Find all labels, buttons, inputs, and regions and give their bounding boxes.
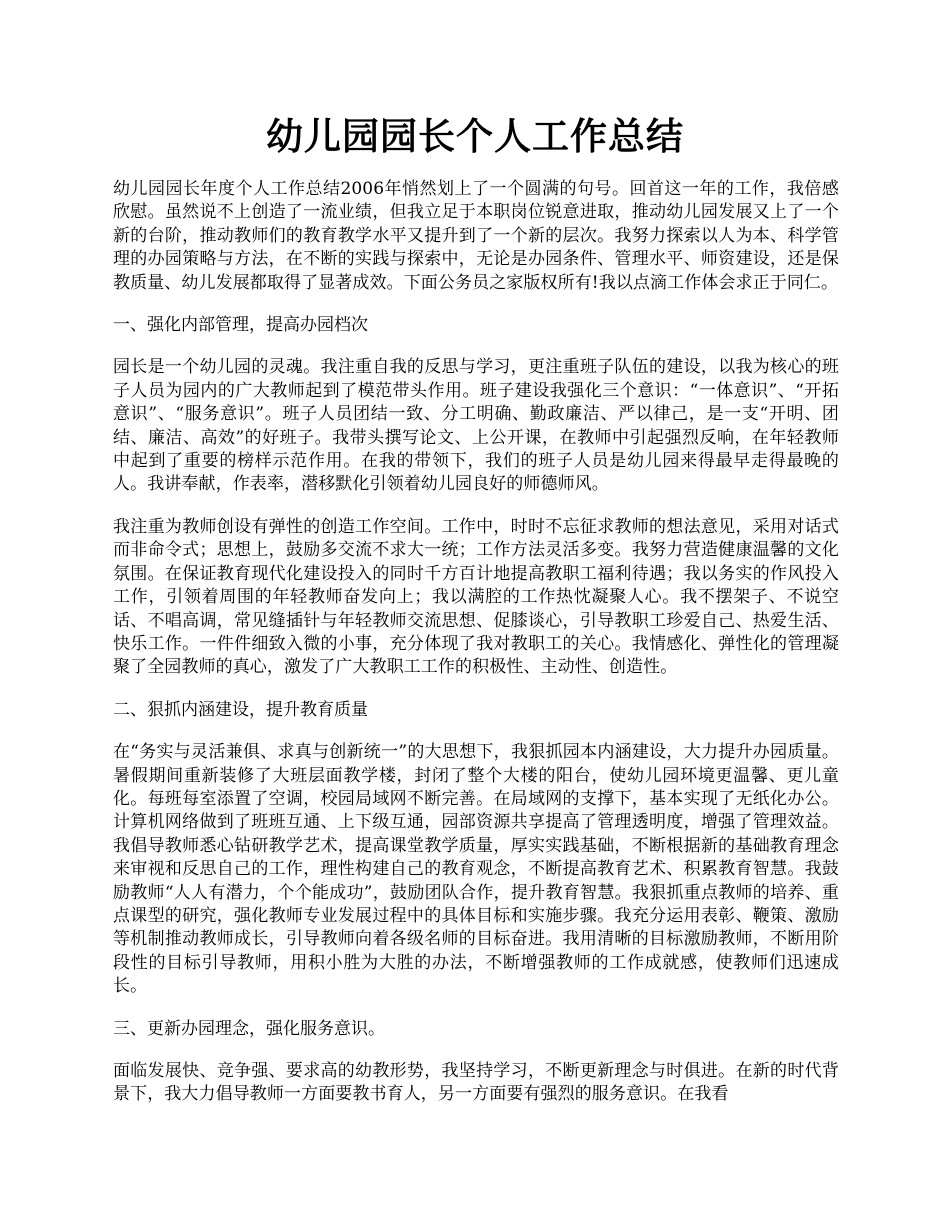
- section-heading-2: 二、狠抓内涵建设，提升教育质量: [113, 699, 368, 720]
- section-2-paragraph-1: 在“务实与灵活兼俱、求真与创新统一”的大思想下，我狠抓园本内涵建设，大力提升办园质量。暑假期间重新装修了大班层面教学楼，封闭了整个大楼的阳台，使幼儿园环境更温馨、更儿童化。每班每室添置了空调，校园局域网不断完善。在局域网的支撑下，基本实现了无纸化办公。计算机网络做到了班班互通、上下级互通，园部资源共享提高了管理透明度，增强了管理效益。我倡导教师悉心钻研教学艺术，提高课堂教学质量，厚实实践基础，不断根据新的基础教育理念来审视和反思自己的工作，理性构建自己的教育观念，不断提高教育艺术、积累教育智慧。我鼓励教师“人人有潜力，个个能成功”，鼓励团队合作，提升教育智慧。我狠抓重点教师的培养、重点课型的研究，强化教师专业发展过程中的具体目标和实施步骤。我充分运用表彰、鞭策、激励等机制推动教师成长，引导教师向着各级名师的目标奋进。我用清晰的目标激励教师，不断用阶段性的目标引导教师，用积小胜为大胜的办法，不断增强教师的工作成就感，使教师们迅速成长。: [113, 742, 839, 997]
- section-1-paragraph-1: 园长是一个幼儿园的灵魂。我注重自我的反思与学习，更注重班子队伍的建设，以我为核心的班子人员为园内的广大教师起到了模范带头作用。班子建设我强化三个意识：“一体意识”、“开拓意识”、“服务意识”。班子人员团结一致、分工明确、勤政廉洁、严以律己，是一支“开明、团结、廉洁、高效”的好班子。我带头撰写论文、上公开课，在教师中引起强烈反响，在年轻教师中起到了重要的榜样示范作用。在我的带领下，我们的班子人员是幼儿园来得最早走得最晚的人。我讲奉献，作表率，潜移默化引领着幼儿园良好的师德师风。: [113, 357, 839, 495]
- section-heading-1: 一、强化内部管理，提高办园档次: [113, 315, 368, 336]
- document-body: [113, 178, 839, 1126]
- section-1-paragraph-2: 我注重为教师创设有弹性的创造工作空间。工作中，时时不忘征求教师的想法意见，采用对话式而非命令式；思想上，鼓励多交流不求大一统；工作方法灵活多变。我努力营造健康温馨的文化氛围。在保证教育现代化建设投入的同时千方百计地提高教职工福利待遇；我以务实的作风投入工作，引领着周围的年轻教师奋发向上；我以满腔的工作热忱凝聚人心。我不摆架子、不说空话、不唱高调，常见缝插针与年轻教师交流思想、促膝谈心，引导教职工珍爱自己、热爱生活、快乐工作。一件件细致入微的小事，充分体现了我对教职工的关心。我情感化、弹性化的管理凝聚了全园教师的真心，激发了广大教职工工作的积极性、主动性、创造性。: [113, 516, 839, 678]
- section-heading-3: 三、更新办园理念，强化服务意识。: [113, 1018, 385, 1039]
- document-title: 幼儿园园长个人工作总结: [266, 114, 684, 158]
- intro-paragraph: 幼儿园园长年度个人工作总结2006年悄然划上了一个圆满的句号。回首这一年的工作，我倍感欣慰。虽然说不上创造了一流业绩，但我立足于本职岗位锐意进取，推动幼儿园发展又上了一个新的台阶，推动教师们的教育教学水平又提升到了一个新的层次。我努力探索以人为本、科学管理的办园策略与方法，在不断的实践与探索中，无论是办园条件、管理水平、师资建设，还是保教质量、幼儿发展都取得了显著成效。下面公务员之家版权所有!我以点滴工作体会求正于同仁。: [113, 179, 839, 293]
- section-3-paragraph-1: 面临发展快、竞争强、要求高的幼教形势，我坚持学习，不断更新理念与时俱进。在新的时代背景下，我大力倡导教师一方面要教书育人，另一方面要有强烈的服务意识。在我看: [113, 1061, 839, 1105]
